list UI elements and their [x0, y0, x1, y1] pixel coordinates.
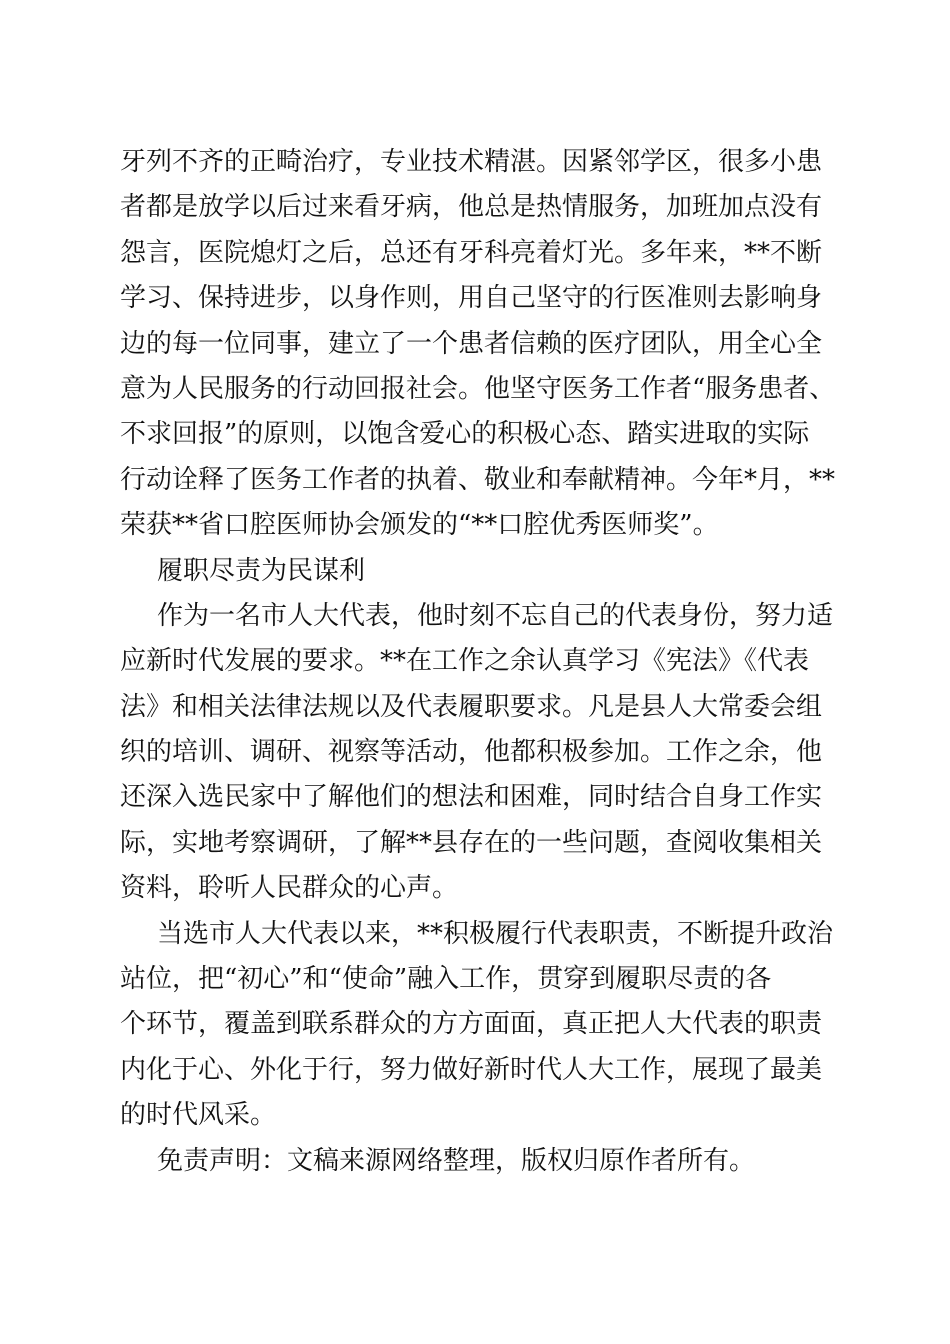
text-line: 还深入选民家中了解他们的想法和困难，同时结合自身工作实 [120, 782, 823, 813]
text-line: 际，实地考察调研，了解**县存在的一些问题，查阅收集相关 [120, 827, 823, 858]
text-line: 作为一名市人大代表，他时刻不忘自己的代表身份，努力适 [157, 600, 834, 631]
text-line: 行动诠释了医务工作者的执着、敬业和奉献精神。今年*月，** [120, 464, 836, 495]
text-line: 不求回报”的原则，以饱含爱心的积极心态、踏实进取的实际 [120, 419, 810, 450]
text-line: 资料，聆听人民群众的心声。 [120, 873, 459, 904]
text-line: 站位，把“初心”和“使命”融入工作，贯穿到履职尽责的各 [120, 964, 772, 995]
document-body [120, 140, 840, 1184]
text-line: 法》和相关法律法规以及代表履职要求。凡是县人大常委会组 [120, 691, 823, 722]
section-heading: 履职尽责为民谋利 [157, 555, 366, 586]
text-line: 学习、保持进步，以身作则，用自己坚守的行医准则去影响身 [120, 283, 823, 314]
text-line: 当选市人大代表以来，**积极履行代表职责，不断提升政治 [157, 918, 834, 949]
text-line: 边的每一位同事，建立了一个患者信赖的医疗团队，用全心全 [120, 328, 823, 359]
text-line: 织的培训、调研、视察等活动，他都积极参加。工作之余，他 [120, 737, 823, 768]
paragraph-since-elected [120, 912, 840, 1139]
text-line: 内化于心、外化于行，努力做好新时代人大工作，展现了最美 [120, 1054, 823, 1085]
text-line: 者都是放学以后过来看牙病，他总是热情服务，加班加点没有 [120, 192, 823, 223]
text-line: 牙列不齐的正畸治疗，专业技术精湛。因紧邻学区，很多小患 [120, 147, 823, 177]
text-line: 意为人民服务的行动回报社会。他坚守医务工作者“服务患者、 [120, 373, 836, 404]
text-line: 怨言，医院熄灯之后，总还有牙科亮着灯光。多年来，**不断 [120, 237, 823, 268]
text-line: 个环节，覆盖到联系群众的方方面面，真正把人大代表的职责 [120, 1009, 823, 1040]
text-line: 的时代风采。 [120, 1100, 277, 1131]
text-line: 荣获**省口腔医师协会颁发的“**口腔优秀医师奖”。 [120, 510, 719, 541]
paragraph-continued [120, 140, 840, 549]
disclaimer: 免责声明：文稿来源网络整理，版权归原作者所有。 [157, 1145, 756, 1176]
text-line: 应新时代发展的要求。**在工作之余认真学习《宪法》《代表 [120, 646, 810, 677]
paragraph-representative-duties [120, 594, 840, 912]
